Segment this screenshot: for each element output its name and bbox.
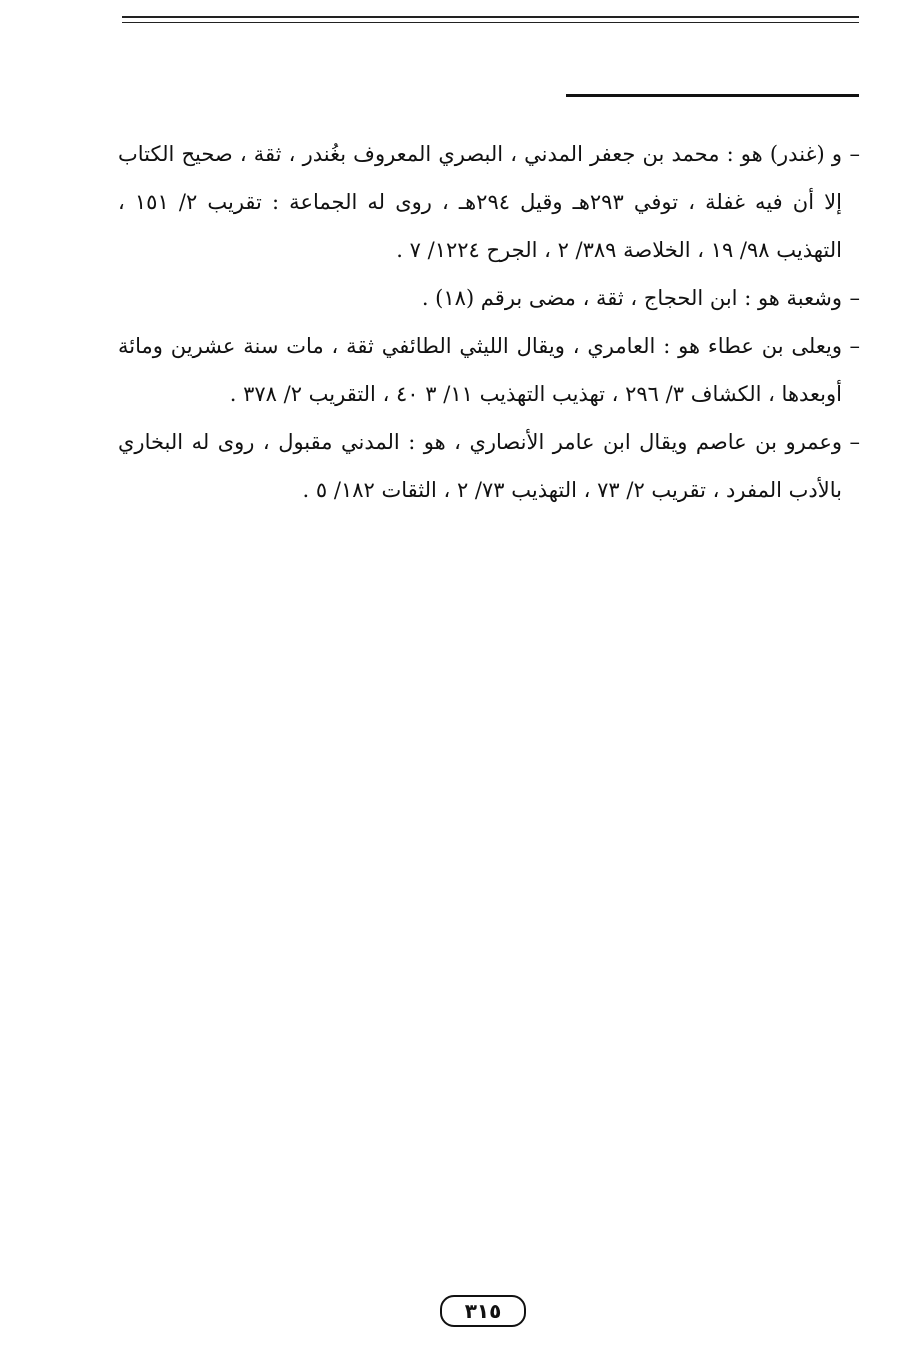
footnote-dash: – [849,430,860,454]
footnote-text: وعمرو بن عاصم ويقال ابن عامر الأنصاري ، هو : المدني مقبول ، روى له البخاري بالأدب المفرد ، تقريب ٢/ ٧٣ ، التهذيب ٧٣/ ٢ ، الثقات ١٨٢/ ٥ . [118,430,842,502]
footnote-text: و (غندر) هو : محمد بن جعفر المدني ، البصري المعروف بغُندر ، ثقة ، صحيح الكتاب إلا أن فيه غفلة ، توفي ٢٩٣هـ وقيل ٢٩٤هـ ، روى له الجماعة : تقريب ٢/ ١٥١ ، التهذيب ٩٨/ ١٩ ، الخلاصة ٣٨٩/ ٢ ، الجرح ١٢٢٤/ ٧ . [118,142,842,262]
footnote-ghundar [118,130,860,274]
page-number: ٣١٥ [440,1295,526,1327]
footnote-yala [118,322,860,418]
footnote-text: وشعبة هو : ابن الحجاج ، ثقة ، مضى برقم (١٨) . [421,286,842,310]
footnote-shuba [118,274,860,322]
footnote-dash: – [849,142,860,166]
footnote-text: ويعلى بن عطاء هو : العامري ، ويقال الليثي الطائفي ثقة ، مات سنة عشرين ومائة أوبعدها ، الكشاف ٣/ ٢٩٦ ، تهذيب التهذيب ١١/ ٣ ٤٠ ، التقريب ٢/ ٣٧٨ . [118,334,842,406]
footnote-dash: – [849,334,860,358]
footnotes-section [118,130,860,514]
footnote-separator [566,94,859,97]
footnote-dash: – [849,286,860,310]
header-rule [122,16,859,23]
footnote-amr [118,418,860,514]
